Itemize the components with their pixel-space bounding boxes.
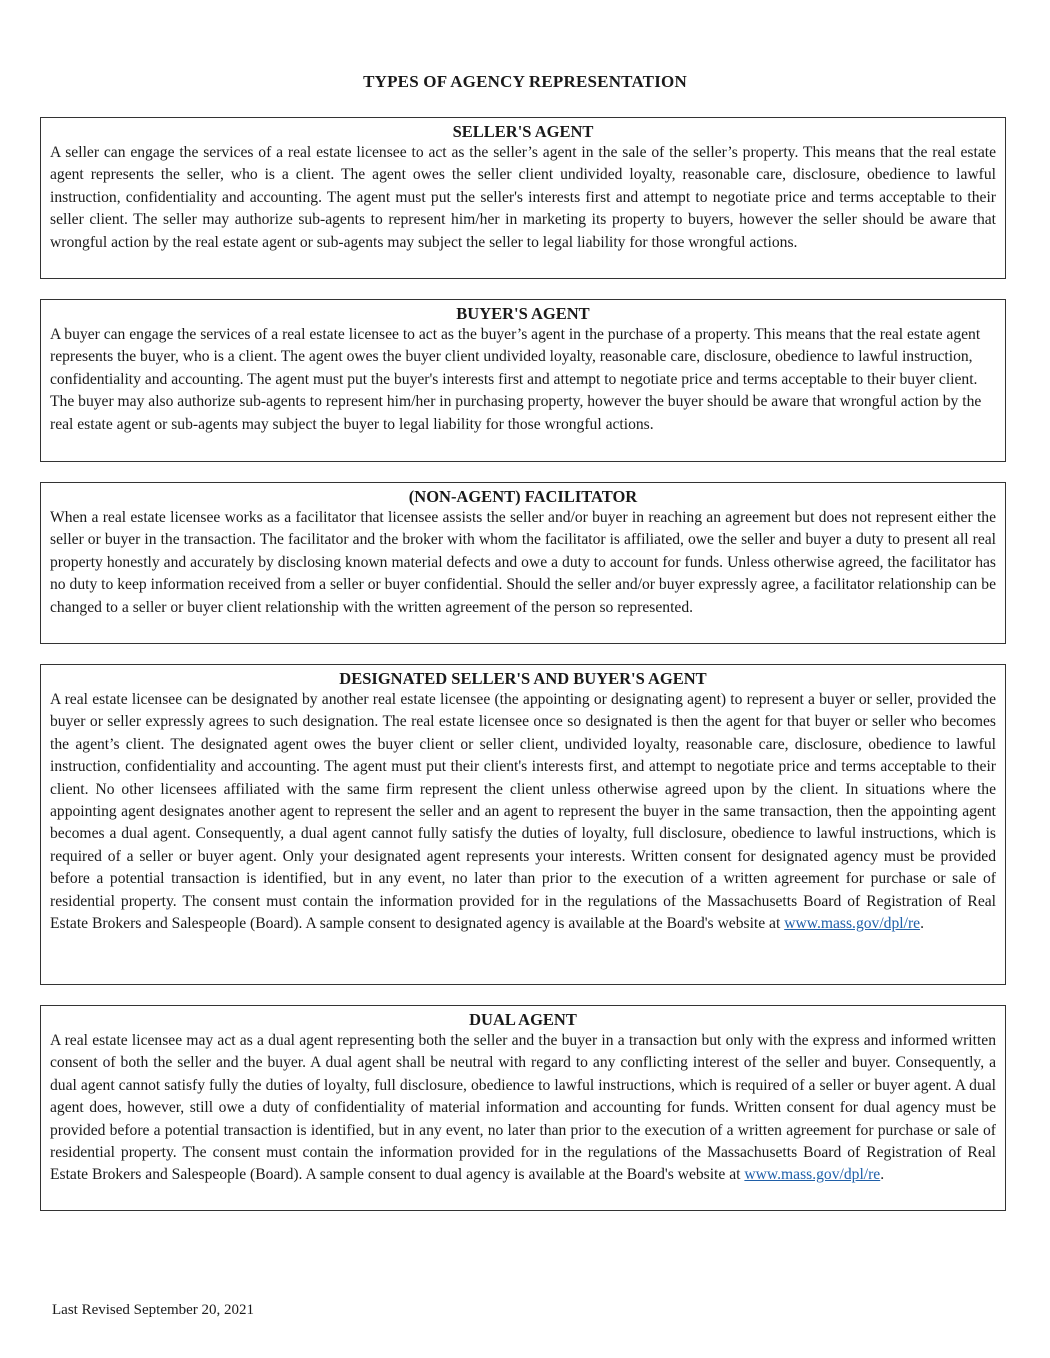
designated-agent-body: A real estate licensee can be designated by another real estate licensee (the appointing or designating agent) to represent a buyer or seller, provided the buyer or seller expressly agrees to such designation. The real estate licensee once so designated is then the agent for that buyer or seller who becomes the agent’s client. The designated agent owes the buyer client or seller client, undivided loyalty, reasonable care, disclosure, obedience to lawful instruction, confidentiality and accounting. The agent must put their client's interests first, and attempt to negotiate price and terms acceptable to their client. No other licensees affiliated with the same firm represent the client unless otherwise agreed upon by the client. In situations where the appointing agent designates another agent to represent the seller and an agent to represent the buyer in the same transaction, then the appointing agent becomes a dual agent. Consequently, a dual agent cannot fully satisfy the duties of loyalty, full disclosure, obedience to lawful instructions, which is required of a seller or buyer agent. Only your designated agent represents your interests. Written consent for designated agency must be provided before a potential transaction is identified, but in any event, no later than prior to the execution of a written agreement for purchase or sale of residential property. The consent must contain the information provided for in the regulations of the Massachusetts Board of Registration of Real Estate Brokers and Salespeople (Board). A sample consent to designated agency is available at the Board's website at (50, 691, 996, 933)
designated-agent-paragraph (50, 689, 996, 935)
dual-agent-paragraph (50, 1030, 996, 1187)
sellers-agent-body: A seller can engage the services of a real estate licensee to act as the seller’s agent in the sale of the seller’s property. This means that the real estate agent represents the seller, who is a client. The agent owes the seller client undivided loyalty, reasonable care, disclosure, obedience to lawful instruction, confidentiality and accounting. The agent must put the seller's interests first and attempt to negotiate price and terms acceptable to their seller client. The seller may authorize sub-agents to represent him/her in marketing its property to buyers, however the seller should be aware that wrongful action by the real estate agent or sub-agents may subject the seller to legal liability for those wrongful actions. (50, 144, 996, 251)
designated-agent-section (40, 664, 1006, 985)
dual-agent-section (40, 1005, 1006, 1211)
designated-agent-period: . (920, 915, 924, 933)
facilitator-body: When a real estate licensee works as a facilitator that licensee assists the seller and/or buyer in reaching an agreement but does not represent either the seller or buyer in the transaction. The facilitator and the broker with whom the facilitator is affiliated, owe the seller and buyer a duty to present all real property honestly and accurately by disclosing known material defects and owe a duty to account for funds. Unless otherwise agreed, the facilitator has no duty to keep information received from a seller or buyer confidential. Should the seller and/or buyer expressly agree, a facilitator relationship can be changed to a seller or buyer client relationship with the written agreement of the person so represented. (50, 509, 996, 616)
facilitator-section (40, 482, 1006, 644)
page-title: TYPES OF AGENCY REPRESENTATION (363, 72, 687, 91)
dual-agent-body: A real estate licensee may act as a dual agent representing both the seller and the buyer in a transaction but only with the express and informed written consent of both the seller and the buyer. A dual agent shall be neutral with regard to any conflicting interest of the seller and buyer. Consequently, a dual agent cannot satisfy fully the duties of loyalty, full disclosure, obedience to lawful instructions, which is required of a seller or buyer agent. A dual agent does, however, still owe a duty of confidentiality of material information and accounting for funds. Written consent for dual agency must be provided before a potential transaction is identified, but in any event, no later than prior to the execution of a written agreement for purchase or sale of residential property. The consent must contain the information provided for in the regulations of the Massachusetts Board of Registration of Real Estate Brokers and Salespeople (Board). A sample consent to dual agency is available at the Board's website at (50, 1032, 996, 1184)
dual-agent-website-link[interactable]: www.mass.gov/dpl/re (744, 1166, 881, 1184)
buyers-agent-section (40, 299, 1006, 462)
buyers-agent-body: A buyer can engage the services of a real estate licensee to act as the buyer’s agent in the purchase of a property. This means that the real estate agent represents the buyer, who is a client. The agent owes the buyer client undivided loyalty, reasonable care, disclosure, obedience to lawful instruction, confidentiality and accounting. The agent must put the buyer's interests first and attempt to negotiate price and terms acceptable to their buyer client. The buyer may also authorize sub-agents to represent him/her in purchasing property, however the buyer should be aware that wrongful action by the real estate agent or sub-agents may subject the buyer to legal liability for those wrongful actions. (50, 326, 982, 433)
sellers-agent-heading: SELLER'S AGENT (452, 122, 594, 141)
last-revised-date: Last Revised September 20, 2021 (52, 1302, 255, 1318)
designated-agent-website-link[interactable]: www.mass.gov/dpl/re (784, 915, 921, 933)
dual-agent-period: . (880, 1166, 885, 1184)
buyers-agent-heading: BUYER'S AGENT (456, 304, 590, 323)
sellers-agent-section (40, 117, 1006, 279)
dual-agent-heading: DUAL AGENT (469, 1010, 577, 1029)
designated-agent-heading: DESIGNATED SELLER'S AND BUYER'S AGENT (339, 669, 707, 688)
facilitator-heading: (NON-AGENT) FACILITATOR (408, 487, 638, 506)
